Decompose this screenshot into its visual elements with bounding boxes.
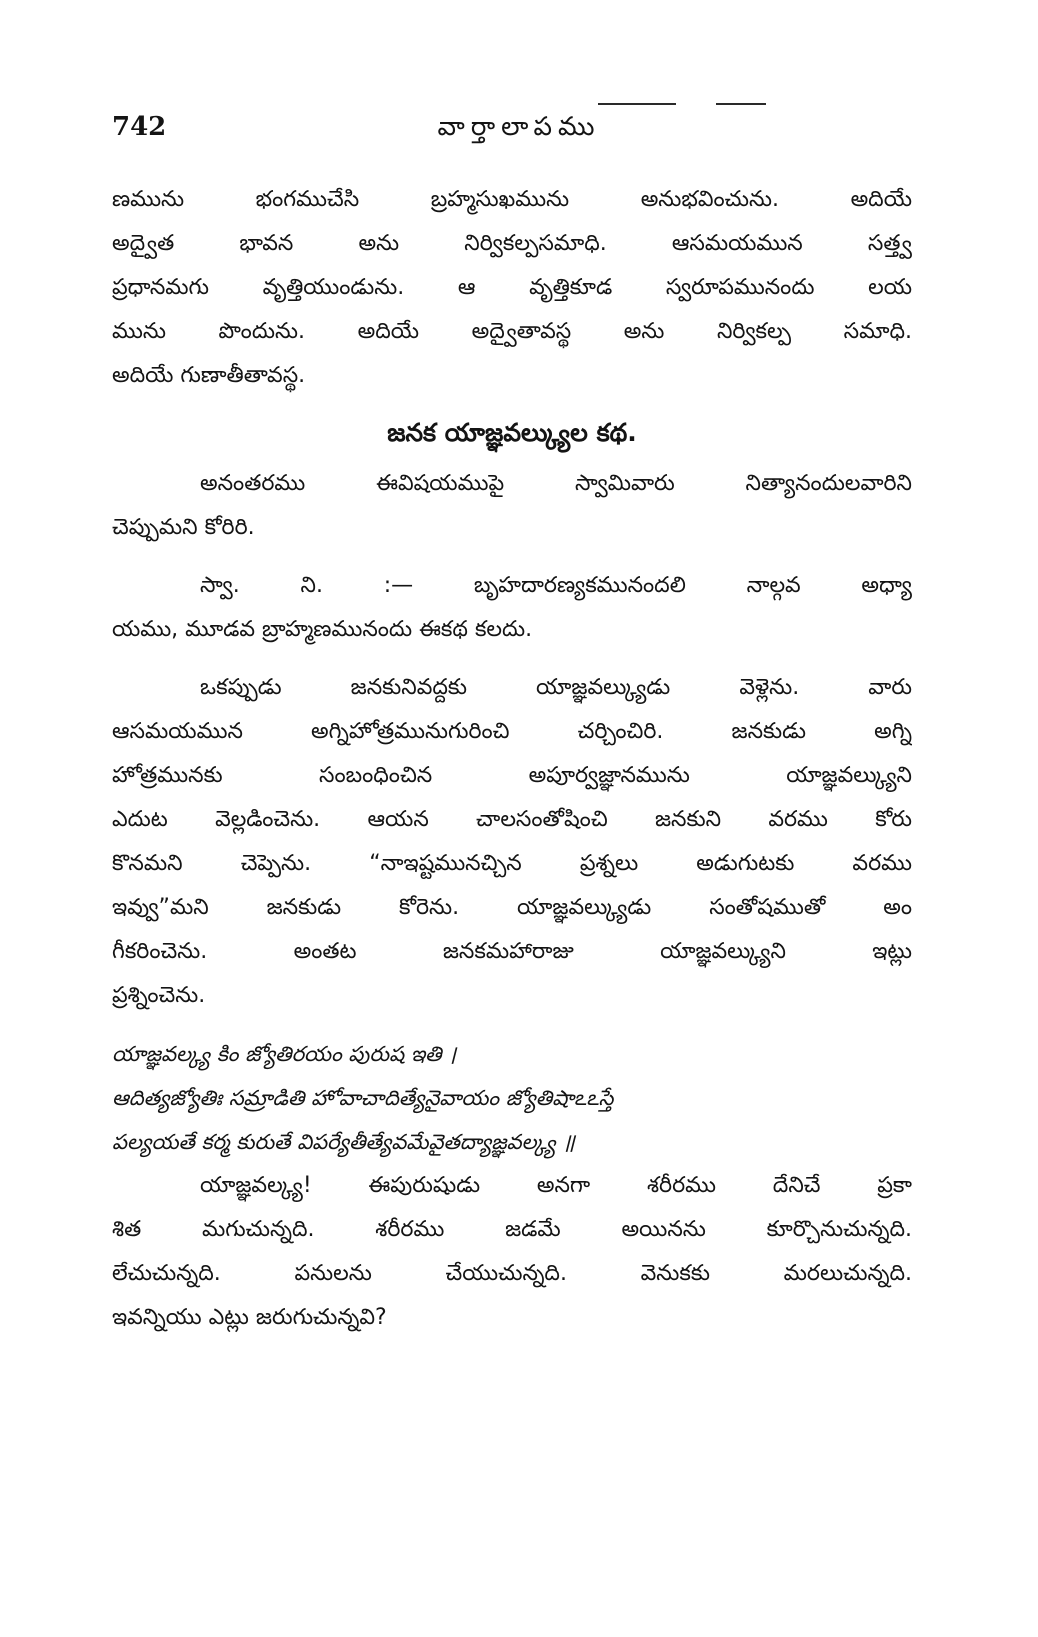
text-line: ప్రధానమగు వృత్తియుండును. ఆ వృత్తికూడ స్వరూపమునందు లయ [112, 275, 912, 300]
sloka-line: పల్యయతే కర్మ కురుతే విపర్యేతీత్యేవమేవైతద్యాజ్ఞవల్క్య ॥ [112, 1130, 575, 1154]
paragraph-2 [112, 462, 912, 550]
header-rule-right [716, 103, 766, 105]
page-header [0, 108, 1038, 158]
section-heading: జనక యాజ్ఞవల్క్యుల కథ. [387, 418, 637, 447]
text-line: ఒకప్పుడు జనకునివద్దకు యాజ్ఞవల్క్యుడు వెళ్లెను. వారు [200, 675, 912, 700]
sloka-block [112, 1032, 912, 1164]
page-body [112, 178, 912, 1340]
paragraph-4 [112, 666, 912, 1018]
text-line: యము, మూడవ బ్రాహ్మణమునందు ఈకథ కలదు. [112, 617, 533, 642]
paragraph-gap [112, 652, 912, 666]
sloka-line: యాజ్ఞవల్క్య కిం జ్యోతిరయం పురుష ఇతి । [112, 1042, 457, 1066]
text-line: చెప్పుమని కోరిరి. [112, 515, 255, 540]
text-line: లేచుచున్నది. పనులను చేయుచున్నది. వెనుకకు మరలుచున్నది. [112, 1261, 912, 1286]
text-line: యాజ్ఞవల్క్య! ఈపురుషుడు అనగా శరీరము దేనిచే ప్రకా [200, 1173, 912, 1198]
text-line: ణమును భంగముచేసి బ్రహ్మసుఖమును అనుభవించును. అదియే [112, 187, 912, 212]
sloka-line: ఆదిత్యజ్యోతిః సమ్రాడితి హోవాచాదిత్యేనైవాయం జ్యోతిషాఽఽస్తే [112, 1086, 614, 1110]
page-number: 742 [112, 112, 167, 142]
paragraph-1 [112, 178, 912, 398]
text-line: శిత మగుచున్నది. శరీరము జడమే అయినను కూర్చొనుచున్నది. [112, 1217, 912, 1242]
text-line: ఇవ్వు”మని జనకుడు కోరెను. యాజ్ఞవల్క్యుడు సంతోషముతో అం [112, 895, 912, 920]
text-line: కొనమని చెప్పెను. “నాఇష్టమునచ్చిన ప్రశ్నలు అడుగుటకు వరము [112, 851, 912, 876]
text-line: హోత్రమునకు సంబంధించిన అపూర్వజ్ఞానమును యాజ్ఞవల్క్యుని [112, 763, 912, 788]
header-rule-left [598, 103, 676, 105]
text-line: అనంతరము ఈవిషయముపై స్వామివారు నిత్యానందులవారిని [200, 471, 912, 496]
paragraph-5 [112, 1164, 912, 1340]
text-line: ఎదుట వెల్లడించెను. ఆయన చాలసంతోషించి జనకుని వరము కోరు [112, 807, 912, 832]
text-line: మును పొందును. అదియే అద్వైతావస్థ అను నిర్వికల్ప సమాధి. [112, 319, 912, 344]
running-title: వార్తాలాపము [437, 112, 601, 142]
paragraph-gap [112, 550, 912, 564]
paragraph-gap [112, 1018, 912, 1032]
text-line: ఇవన్నియు ఎట్లు జరుగుచున్నవి? [112, 1305, 387, 1330]
text-line: గీకరించెను. అంతట జనకమహారాజు యాజ్ఞవల్క్యుని ఇట్లు [112, 939, 912, 964]
text-line: అదియే గుణాతీతావస్థ. [112, 363, 306, 388]
text-line: స్వా. ని. :— బృహదారణ్యకమునందలి నాల్గవ అధ్యా [200, 573, 912, 598]
text-line: ప్రశ్నించెను. [112, 983, 206, 1008]
text-line: ఆసమయమున అగ్నిహోత్రమునుగురించి చర్చించిరి. జనకుడు అగ్ని [112, 719, 912, 744]
paragraph-3 [112, 564, 912, 652]
text-line: అద్వైత భావన అను నిర్వికల్పసమాధి. ఆసమయమున సత్త్వ [112, 231, 912, 256]
